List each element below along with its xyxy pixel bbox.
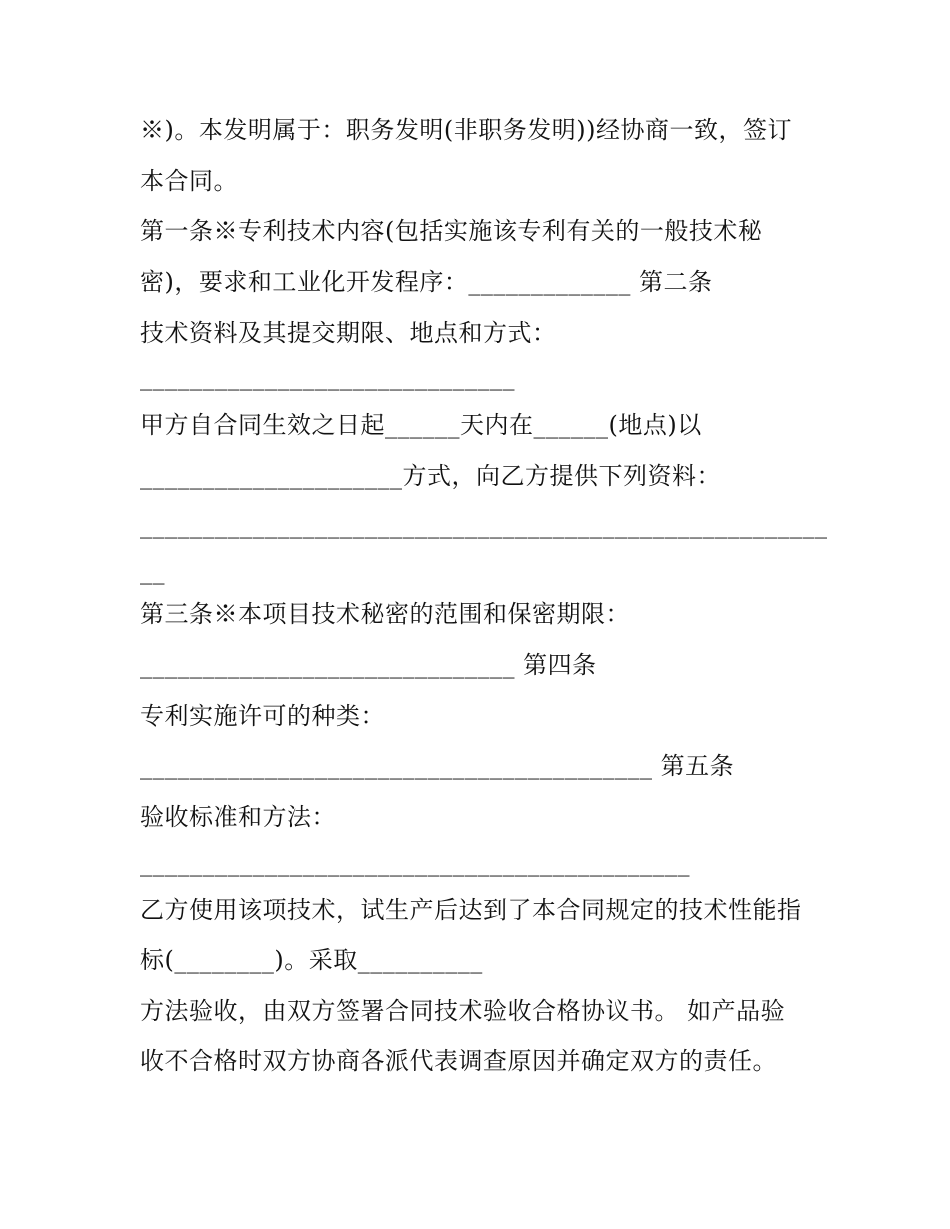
section-heading: 第三条※本项目技术秘密的范围和保密期限： [140, 600, 630, 628]
text-line: 本合同。 [140, 167, 238, 195]
text-line: _____________________方式，向乙方提供下列资料： [140, 462, 721, 490]
text-line: 标(________)。采取__________ [140, 946, 483, 974]
text-line: _________________________________________ 第五条 [140, 752, 735, 780]
text-line: 专利实施许可的种类： [140, 702, 385, 730]
blank-line: ______________________________ [140, 363, 515, 391]
text-line: 乙方使用该项技术，试生产后达到了本合同规定的技术性能指 [140, 896, 802, 924]
blank-line: ____________________________________________ [140, 849, 690, 877]
text-line: 甲方自合同生效之日起______天内在______(地点)以 [140, 411, 702, 439]
text-line: 收不合格时双方协商各派代表调查原因并确定双方的责任。 [140, 1047, 777, 1075]
text-line: 密)，要求和工业化开发程序：_____________ 第二条 [140, 268, 713, 296]
text-line: ※)。本发明属于：职务发明(非职务发明))经协商一致，签订 [140, 116, 792, 144]
text-line: 方法验收，由双方签署合同技术验收合格协议书。 如产品验 [140, 997, 786, 1025]
text-line: ______________________________ 第四条 [140, 651, 597, 679]
text-line: 验收标准和方法： [140, 803, 336, 831]
blank-line: _______________________________________________________ [140, 511, 828, 539]
blank-line: __ [140, 557, 165, 585]
text-line: 第一条※专利技术内容(包括实施该专利有关的一般技术秘 [140, 217, 763, 245]
text-line: 技术资料及其提交期限、地点和方式： [140, 319, 557, 347]
